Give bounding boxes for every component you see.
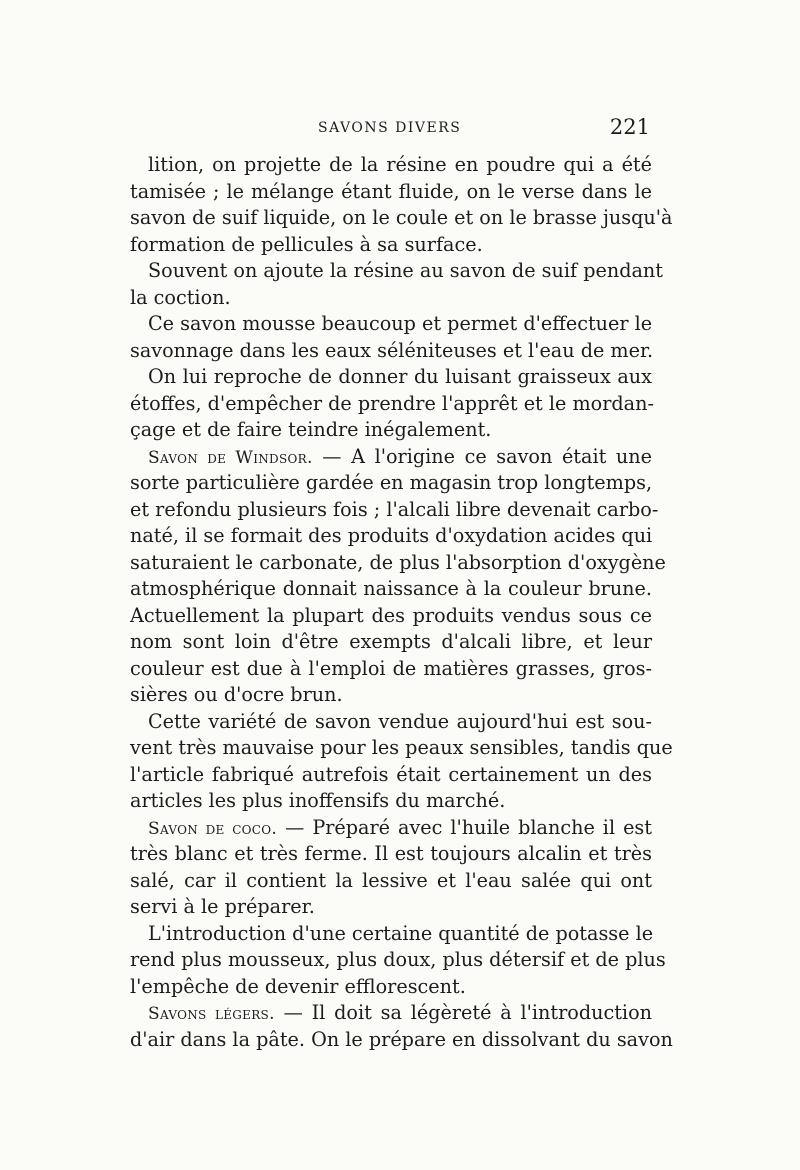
text-line: salé, car il contient la lessive et l'eau salée qui ont <box>130 868 652 892</box>
text-line: savon de suif liquide, on le coule et on le brasse jusqu'à <box>130 206 673 229</box>
paragraph <box>130 444 666 709</box>
text-line: naté, il se formait des produits d'oxydation acides qui <box>130 524 653 547</box>
section-heading: Savon de coco. <box>148 818 278 839</box>
text-line <box>130 815 652 842</box>
text-line: formation de pellicules à sa surface. <box>130 232 483 256</box>
text-line: lition, on projette de la résine en poudre qui a été <box>148 153 652 176</box>
running-head: SAVONS DIVERS <box>318 120 462 136</box>
text-line: étoffes, d'empêcher de prendre l'apprêt et le mordan- <box>130 391 654 415</box>
text-line: Cette variété de savon vendue aujourd'hui est sou- <box>148 709 652 733</box>
paragraph <box>130 311 652 364</box>
text-line: l'empêche de devenir efflorescent. <box>130 974 466 998</box>
text-line: savonnage dans les eaux séléniteuses et l'eau de mer. <box>130 338 654 362</box>
text-line: saturaient le carbonate, de plus l'absorption d'oxygène <box>130 550 666 574</box>
text-line: servi à le préparer. <box>130 895 315 918</box>
text-line: rend plus mousseux, plus doux, plus détersif et de plus <box>130 948 666 971</box>
page-number: 221 <box>609 115 650 139</box>
paragraph <box>130 258 663 311</box>
paragraph <box>130 709 673 815</box>
text-line: articles les plus inoffensifs du marché. <box>130 789 506 812</box>
heading-line-rest: — A l'origine ce savon était une <box>312 444 652 468</box>
text-line: nom sont loin d'être exempts d'alcali libre, et leur <box>130 630 652 653</box>
text-line: Actuellement la plupart des produits vendus sous ce <box>130 603 652 627</box>
text-line: vent très mauvaise pour les peaux sensibles, tandis que <box>130 736 673 759</box>
heading-line-rest: — Il doit sa légèreté à l'introduction <box>274 1001 652 1024</box>
text-line: la coction. <box>130 285 231 309</box>
text-line: sières ou d'ocre brun. <box>130 683 343 706</box>
text-line: On lui reproche de donner du luisant graisseux aux <box>148 365 652 388</box>
page-header <box>130 115 650 142</box>
text-line: couleur est due à l'emploi de matières grasses, gros- <box>130 656 652 680</box>
paragraph <box>130 921 666 1001</box>
text-line: atmosphérique donnait naissance à la couleur brune. <box>130 577 652 600</box>
text-line: d'air dans la pâte. On le prépare en dissolvant du savon <box>130 1027 673 1051</box>
paragraph <box>130 815 652 921</box>
paragraph <box>130 152 673 258</box>
section-heading: Savon de Windsor. <box>148 447 313 468</box>
heading-line-rest: — Préparé avec l'huile blanche il est <box>277 815 652 839</box>
text-line <box>130 444 652 471</box>
paragraph <box>130 1000 673 1053</box>
text-line: L'introduction d'une certaine quantité de potasse le <box>148 921 654 945</box>
paragraph <box>130 364 652 444</box>
text-line: tamisée ; le mélange étant fluide, on le verse dans le <box>130 179 652 203</box>
text-line: Ce savon mousse beaucoup et permet d'effectuer le <box>148 312 653 335</box>
text-line: très blanc et très ferme. Il est toujours alcalin et très <box>130 842 652 865</box>
text-line: et refondu plusieurs fois ; l'alcali libre devenait carbo- <box>130 497 659 521</box>
text-line: sorte particulière gardée en magasin trop longtemps, <box>130 471 653 494</box>
text-line: l'article fabriqué autrefois était certainement un des <box>130 762 652 786</box>
text-line: Souvent on ajoute la résine au savon de suif pendant <box>148 259 663 282</box>
body-text <box>130 152 673 1053</box>
text-line <box>130 1000 652 1027</box>
section-heading: Savons légers. <box>148 1004 275 1024</box>
text-line: çage et de faire teindre inégalement. <box>130 418 492 441</box>
